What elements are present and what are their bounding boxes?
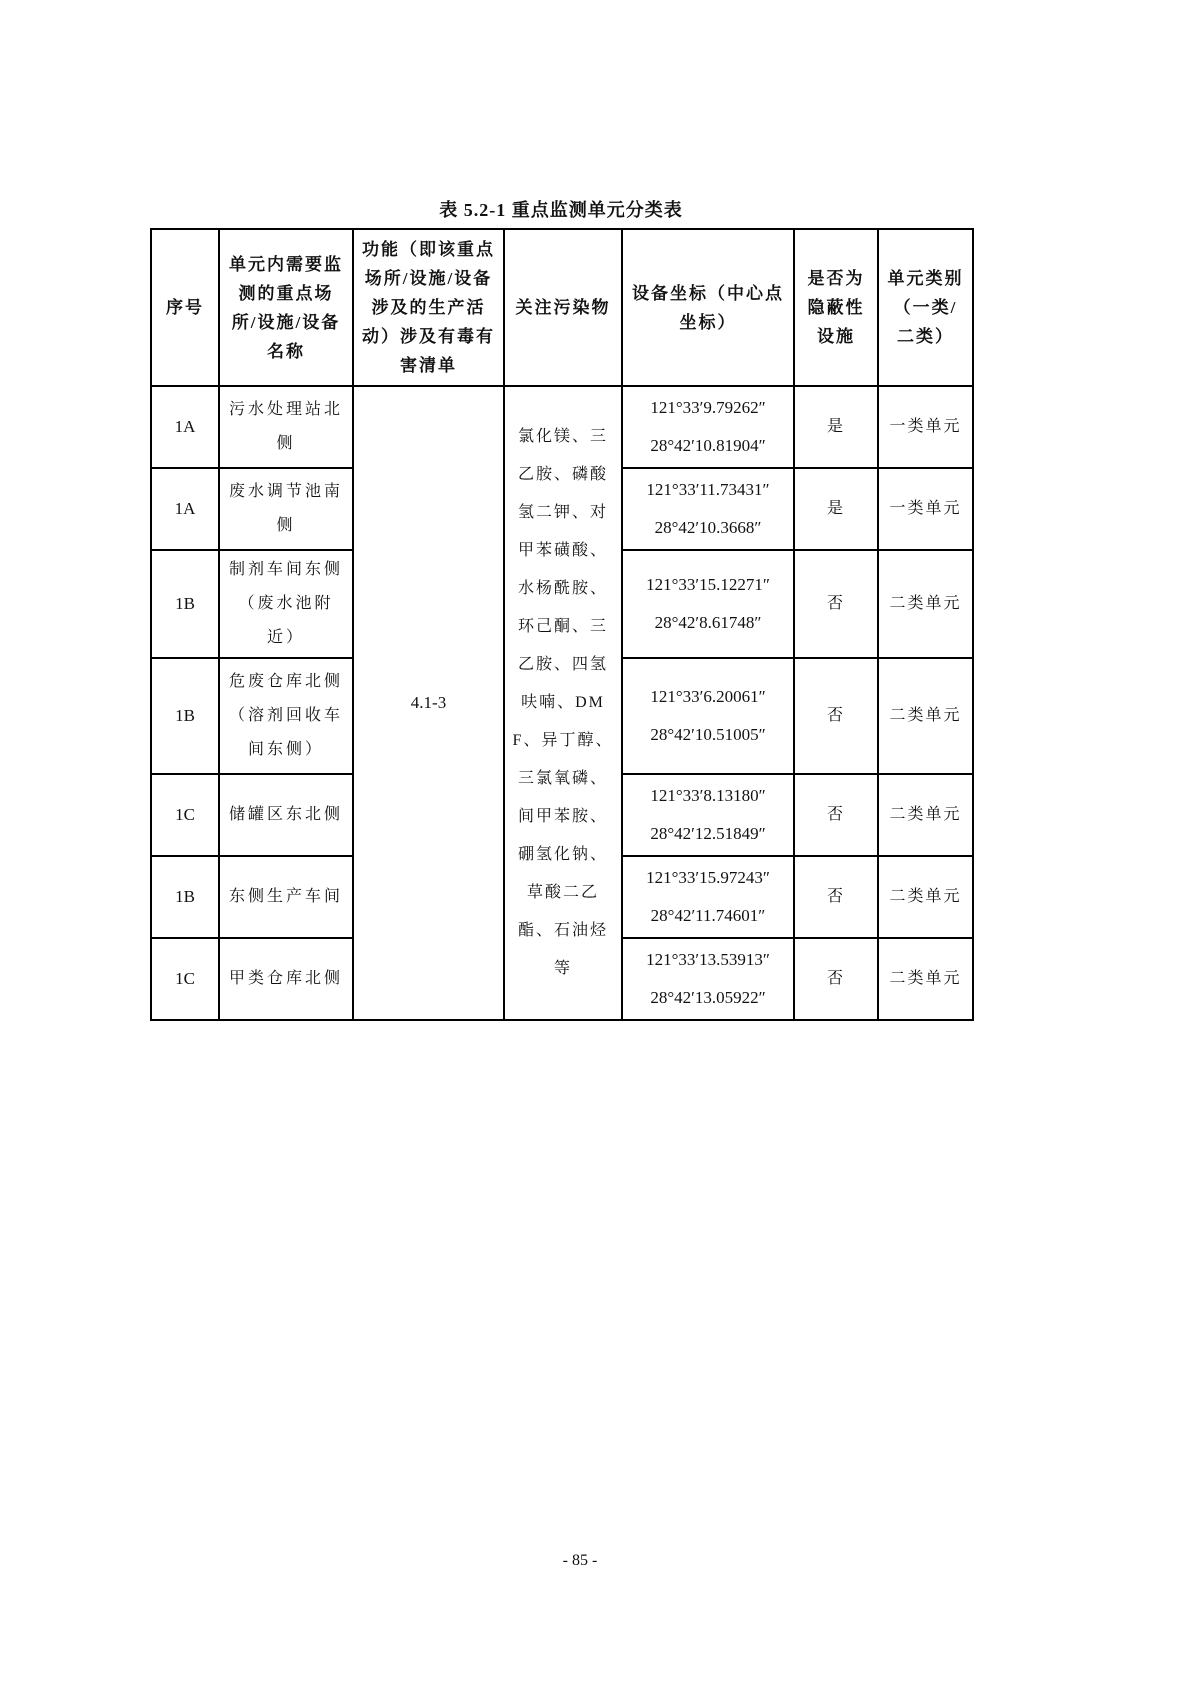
cell-pollutants-merged: 氯化镁、三乙胺、磷酸氢二钾、对甲苯磺酸、水杨酰胺、环己酮、三乙胺、四氢呋喃、DMF、异丁醇、三氯氧磷、间甲苯胺、硼氢化钠、草酸二乙酯、石油烃等 — [504, 386, 622, 1020]
coordinate-longitude: 121°33′11.73431″ — [646, 480, 770, 499]
coordinate-latitude: 28°42′10.81904″ — [650, 436, 766, 455]
coordinate-longitude: 121°33′15.97243″ — [646, 868, 770, 887]
coordinate-longitude: 121°33′9.79262″ — [650, 398, 766, 417]
cell-name: 储罐区东北侧 — [219, 774, 353, 856]
column-header-coordinates: 设备坐标（中心点坐标） — [622, 229, 794, 386]
cell-seq: 1C — [151, 938, 219, 1020]
cell-name: 制剂车间东侧（废水池附近） — [219, 550, 353, 658]
coordinate-latitude: 28°42′10.3668″ — [654, 518, 762, 537]
cell-coordinates — [622, 658, 794, 774]
cell-category: 二类单元 — [878, 856, 973, 938]
column-header-category: 单元类别（一类/二类） — [878, 229, 973, 386]
cell-category: 二类单元 — [878, 774, 973, 856]
cell-coordinates — [622, 856, 794, 938]
cell-seq: 1A — [151, 468, 219, 550]
cell-category: 二类单元 — [878, 658, 973, 774]
coordinate-longitude: 121°33′8.13180″ — [650, 786, 766, 805]
coordinate-longitude: 121°33′13.53913″ — [646, 950, 770, 969]
coordinate-longitude: 121°33′15.12271″ — [646, 575, 770, 594]
cell-hidden: 否 — [794, 774, 878, 856]
cell-seq: 1C — [151, 774, 219, 856]
coordinate-latitude: 28°42′11.74601″ — [650, 906, 766, 925]
cell-hidden: 否 — [794, 938, 878, 1020]
cell-coordinates — [622, 468, 794, 550]
cell-hidden: 否 — [794, 856, 878, 938]
cell-name: 甲类仓库北侧 — [219, 938, 353, 1020]
page-number: - 85 - — [562, 1552, 598, 1569]
coordinate-latitude: 28°42′10.51005″ — [650, 725, 766, 744]
cell-function-merged: 4.1-3 — [353, 386, 504, 1020]
cell-hidden: 是 — [794, 386, 878, 468]
coordinate-latitude: 28°42′8.61748″ — [654, 613, 762, 632]
coordinate-longitude: 121°33′6.20061″ — [650, 687, 766, 706]
cell-name: 污水处理站北侧 — [219, 386, 353, 468]
coordinate-latitude: 28°42′13.05922″ — [650, 988, 766, 1007]
cell-category: 一类单元 — [878, 386, 973, 468]
cell-coordinates — [622, 550, 794, 658]
cell-seq: 1B — [151, 658, 219, 774]
cell-seq: 1B — [151, 550, 219, 658]
monitoring-unit-table — [150, 228, 974, 1021]
column-header-hidden: 是否为隐蔽性设施 — [794, 229, 878, 386]
cell-coordinates — [622, 938, 794, 1020]
cell-coordinates — [622, 386, 794, 468]
cell-name: 废水调节池南侧 — [219, 468, 353, 550]
cell-category: 一类单元 — [878, 468, 973, 550]
cell-seq: 1B — [151, 856, 219, 938]
cell-hidden: 否 — [794, 550, 878, 658]
cell-seq: 1A — [151, 386, 219, 468]
table-row — [151, 386, 973, 468]
table-title: 表 5.2-1 重点监测单元分类表 — [439, 200, 683, 220]
column-header-pollutants: 关注污染物 — [504, 229, 622, 386]
cell-category: 二类单元 — [878, 938, 973, 1020]
cell-name: 危废仓库北侧（溶剂回收车间东侧） — [219, 658, 353, 774]
cell-category: 二类单元 — [878, 550, 973, 658]
column-header-function: 功能（即该重点场所/设施/设备涉及的生产活动）涉及有毒有害清单 — [353, 229, 504, 386]
cell-hidden: 是 — [794, 468, 878, 550]
cell-coordinates — [622, 774, 794, 856]
cell-name: 东侧生产车间 — [219, 856, 353, 938]
column-header-name: 单元内需要监测的重点场所/设施/设备名称 — [219, 229, 353, 386]
coordinate-latitude: 28°42′12.51849″ — [650, 824, 766, 843]
table-header-row — [151, 229, 973, 386]
column-header-seq: 序号 — [151, 229, 219, 386]
cell-hidden: 否 — [794, 658, 878, 774]
